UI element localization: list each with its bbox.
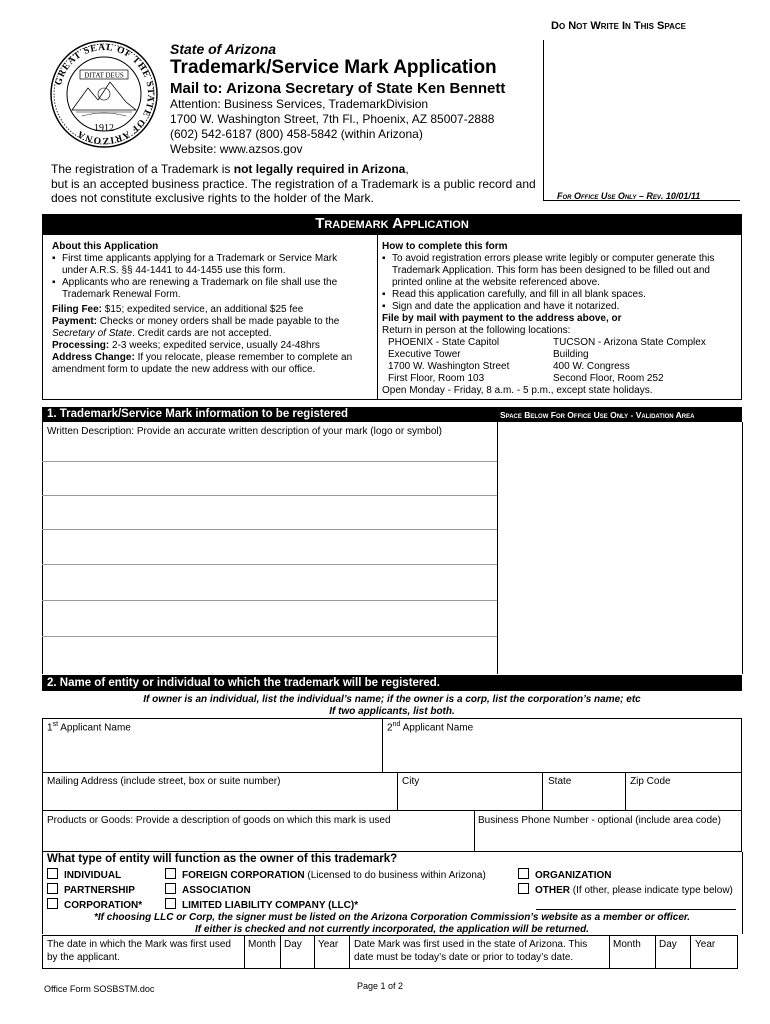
day2-divider [655, 935, 656, 969]
foreign-corporation-checkbox[interactable] [165, 868, 176, 879]
owner-note-1: If owner is an individual, list the individual’s name; if the owner is a corp, list the corporation’s name; etc [143, 694, 641, 705]
tucson-location: TUCSON - Arizona State Complex Building 400 W. Congress Second Floor, Room 252 [553, 337, 706, 384]
applicant-2-label: 2nd Applicant Name [387, 721, 474, 734]
section-2-title: 2. Name of entity or individual to which the trademark will be registered. [47, 677, 441, 689]
file-by-mail: File by mail with payment to the address above, or [382, 313, 622, 324]
other-type-line[interactable] [536, 909, 736, 910]
association-checkbox[interactable] [165, 883, 176, 894]
description-line-5 [42, 600, 497, 601]
page-title: Trademark/Service Mark Application [170, 57, 497, 78]
mailing-address-label: Mailing Address (include street, box or suite number) [47, 776, 281, 787]
entity-question: What type of entity will function as the owner of this trademark? [47, 853, 398, 865]
organization-checkbox[interactable] [518, 868, 529, 879]
az-date-divider [349, 935, 350, 969]
filing-fee: Filing Fee: $15; expedited service, an additional $25 fee [52, 304, 304, 315]
validation-area-label: Space Below For Office Use Only - Validation Area [500, 410, 695, 420]
option-other[interactable]: OTHER (If other, please indicate type below) [518, 883, 733, 896]
entity-footnote-2: If either is checked and not currently incorporated, the application will be returned. [195, 924, 589, 935]
corporation-checkbox[interactable] [47, 898, 58, 909]
state-label: State [548, 776, 572, 787]
website: Website: www.azsos.gov [170, 142, 303, 156]
section-1-title: 1. Trademark/Service Mark information to be registered [47, 408, 349, 420]
about-bullet-2: ▪ Applicants who are renewing a Trademark on file shall use the Trademark Renewal Form. [52, 277, 374, 301]
option-foreign-corporation[interactable]: FOREIGN CORPORATION (Licensed to do business within Arizona) [165, 868, 486, 881]
arizona-state-seal [50, 40, 158, 148]
mailing-address-field[interactable] [43, 790, 396, 809]
zip-label: Zip Code [630, 776, 671, 787]
products-label: Products or Goods: Provide a description of goods on which this mark is used [47, 815, 391, 826]
day-divider [280, 935, 281, 969]
state-field[interactable] [543, 790, 624, 809]
az-year-field-label[interactable]: Year [695, 939, 716, 950]
written-description-field[interactable] [43, 440, 497, 672]
intro-line-1: The registration of a Trademark is not legally required in Arizona, [51, 162, 409, 176]
partnership-checkbox[interactable] [47, 883, 58, 894]
applicant-1-label: 1st Applicant Name [47, 721, 131, 734]
office-box-left-border [543, 40, 544, 200]
first-used-label: The date in which the Mark was first used by the applicant. [47, 939, 231, 963]
llc-checkbox[interactable] [165, 898, 176, 909]
about-heading: About this Application [52, 241, 159, 252]
description-line-6 [42, 636, 497, 637]
option-llc[interactable]: LIMITED LIABILITY COMPANY (LLC)* [165, 898, 358, 911]
intro-paragraph [51, 162, 536, 206]
seal-year: 1912 [94, 123, 114, 134]
how-bullet-1: ▪ To avoid registration errors please write legibly or computer generate this Trademark Application. This form has been designed to be filled out and printed online at the website referenced above. [382, 253, 740, 289]
written-description-label: Written Description: Provide an accurate written description of your mark (logo or symbol) [47, 426, 442, 437]
payment-info: Payment: Checks or money orders shall be made payable to the Secretary of State. Credit cards are not accepted. [52, 316, 340, 339]
month2-divider [609, 935, 610, 969]
section-1-header [42, 407, 742, 422]
locations [382, 337, 740, 385]
office-use-label: For Office Use Only – Rev. 10/01/11 [557, 191, 701, 201]
owner-note-2: If two applicants, list both. [329, 706, 455, 717]
description-line-2 [42, 495, 497, 496]
state-name: State of Arizona [170, 41, 277, 57]
mail-to: Mail to: Arizona Secretary of State Ken Bennett [170, 80, 506, 97]
trademark-application-banner: Trademark Application [42, 214, 742, 234]
applicant-row-divider [42, 772, 742, 773]
return-in-person: Return in person at the following locations: [382, 325, 571, 336]
day-field-label[interactable]: Day [284, 939, 302, 950]
about-bullet-1: ▪ First time applicants applying for a Trademark or Service Mark under A.R.S. §§ 44-1441 to 44-1455 use this form. [52, 253, 374, 277]
how-section [382, 241, 740, 397]
az-month-field-label[interactable]: Month [613, 939, 641, 950]
entity-right-border [742, 852, 743, 934]
zip-field[interactable] [626, 790, 741, 809]
month-field-label[interactable]: Month [248, 939, 276, 950]
option-individual[interactable]: INDIVIDUAL [47, 868, 121, 881]
business-phone-label: Business Phone Number - optional (include area code) [478, 815, 721, 826]
seal-motto: DITAT DEUS [84, 71, 124, 80]
year2-divider [690, 935, 691, 969]
how-bullet-2: ▪ Read this application carefully, and fill in all blank spaces. [382, 289, 740, 301]
year-field-label[interactable]: Year [318, 939, 339, 950]
applicant-2-field[interactable] [383, 734, 741, 771]
other-checkbox[interactable] [518, 883, 529, 894]
validation-area-border [497, 422, 498, 674]
individual-checkbox[interactable] [47, 868, 58, 879]
option-partnership[interactable]: PARTNERSHIP [47, 883, 135, 896]
form-number: Office Form SOSBSTM.doc [44, 984, 155, 994]
az-first-used-label: Date Mark was first used in the state of Arizona. This date must be today’s date or prior to today’s date. [354, 939, 588, 963]
month-divider [244, 935, 245, 969]
az-day-field-label[interactable]: Day [659, 939, 677, 950]
city-field[interactable] [398, 790, 541, 809]
description-line-4 [42, 564, 497, 565]
phoenix-location: PHOENIX - State Capitol Executive Tower 1700 W. Washington Street First Floor, Room 103 [388, 337, 510, 384]
do-not-write-label: Do Not Write In This Space [551, 20, 686, 32]
business-phone-field[interactable] [475, 829, 741, 851]
address-change-info: Address Change: If you relocate, please remember to complete an amendment form to update the new address with our office. [52, 352, 353, 375]
option-corporation[interactable]: CORPORATION* [47, 898, 142, 911]
processing-info: Processing: 2-3 weeks; expedited service, usually 24-48hrs [52, 340, 320, 351]
year-divider [314, 935, 315, 969]
info-box-divider [377, 234, 378, 400]
products-field[interactable] [43, 829, 473, 851]
entity-footnote-1: *If choosing LLC or Corp, the signer must be listed on the Arizona Corporation Commission’s website as a member or officer. [93, 912, 691, 923]
description-line-3 [42, 529, 497, 530]
intro-line-3: does not constitute exclusive rights to the holder of the Mark. [51, 191, 374, 205]
intro-line-2: but is an accepted business practice. The registration of a Trademark is a public record and [51, 176, 536, 191]
phone-numbers: (602) 542-6187 (800) 458-5842 (within Arizona) [170, 127, 423, 141]
page-number: Page 1 of 2 [357, 981, 404, 991]
about-section [52, 241, 374, 376]
option-association[interactable]: ASSOCIATION [165, 883, 251, 896]
applicant-1-field[interactable] [43, 734, 381, 771]
attention-line: Attention: Business Services, TrademarkDivision [170, 97, 429, 111]
description-line-1 [42, 461, 497, 462]
street-address: 1700 W. Washington Street, 7th Fl., Phoenix, AZ 85007-2888 [170, 112, 495, 126]
how-bullet-3: ▪ Sign and date the application and have it notarized. [382, 301, 740, 313]
office-hours: Open Monday - Friday, 8 a.m. - 5 p.m., except state holidays. [382, 385, 653, 396]
section-2-header [42, 675, 742, 691]
how-heading: How to complete this form [382, 241, 508, 252]
address-row-divider [42, 810, 742, 811]
city-label: City [402, 776, 420, 787]
option-organization[interactable]: ORGANIZATION [518, 868, 611, 881]
seal-outer-text: GREAT SEAL OF THE STATE OF ARIZONA [53, 42, 156, 146]
section-1-right-border [742, 422, 743, 674]
